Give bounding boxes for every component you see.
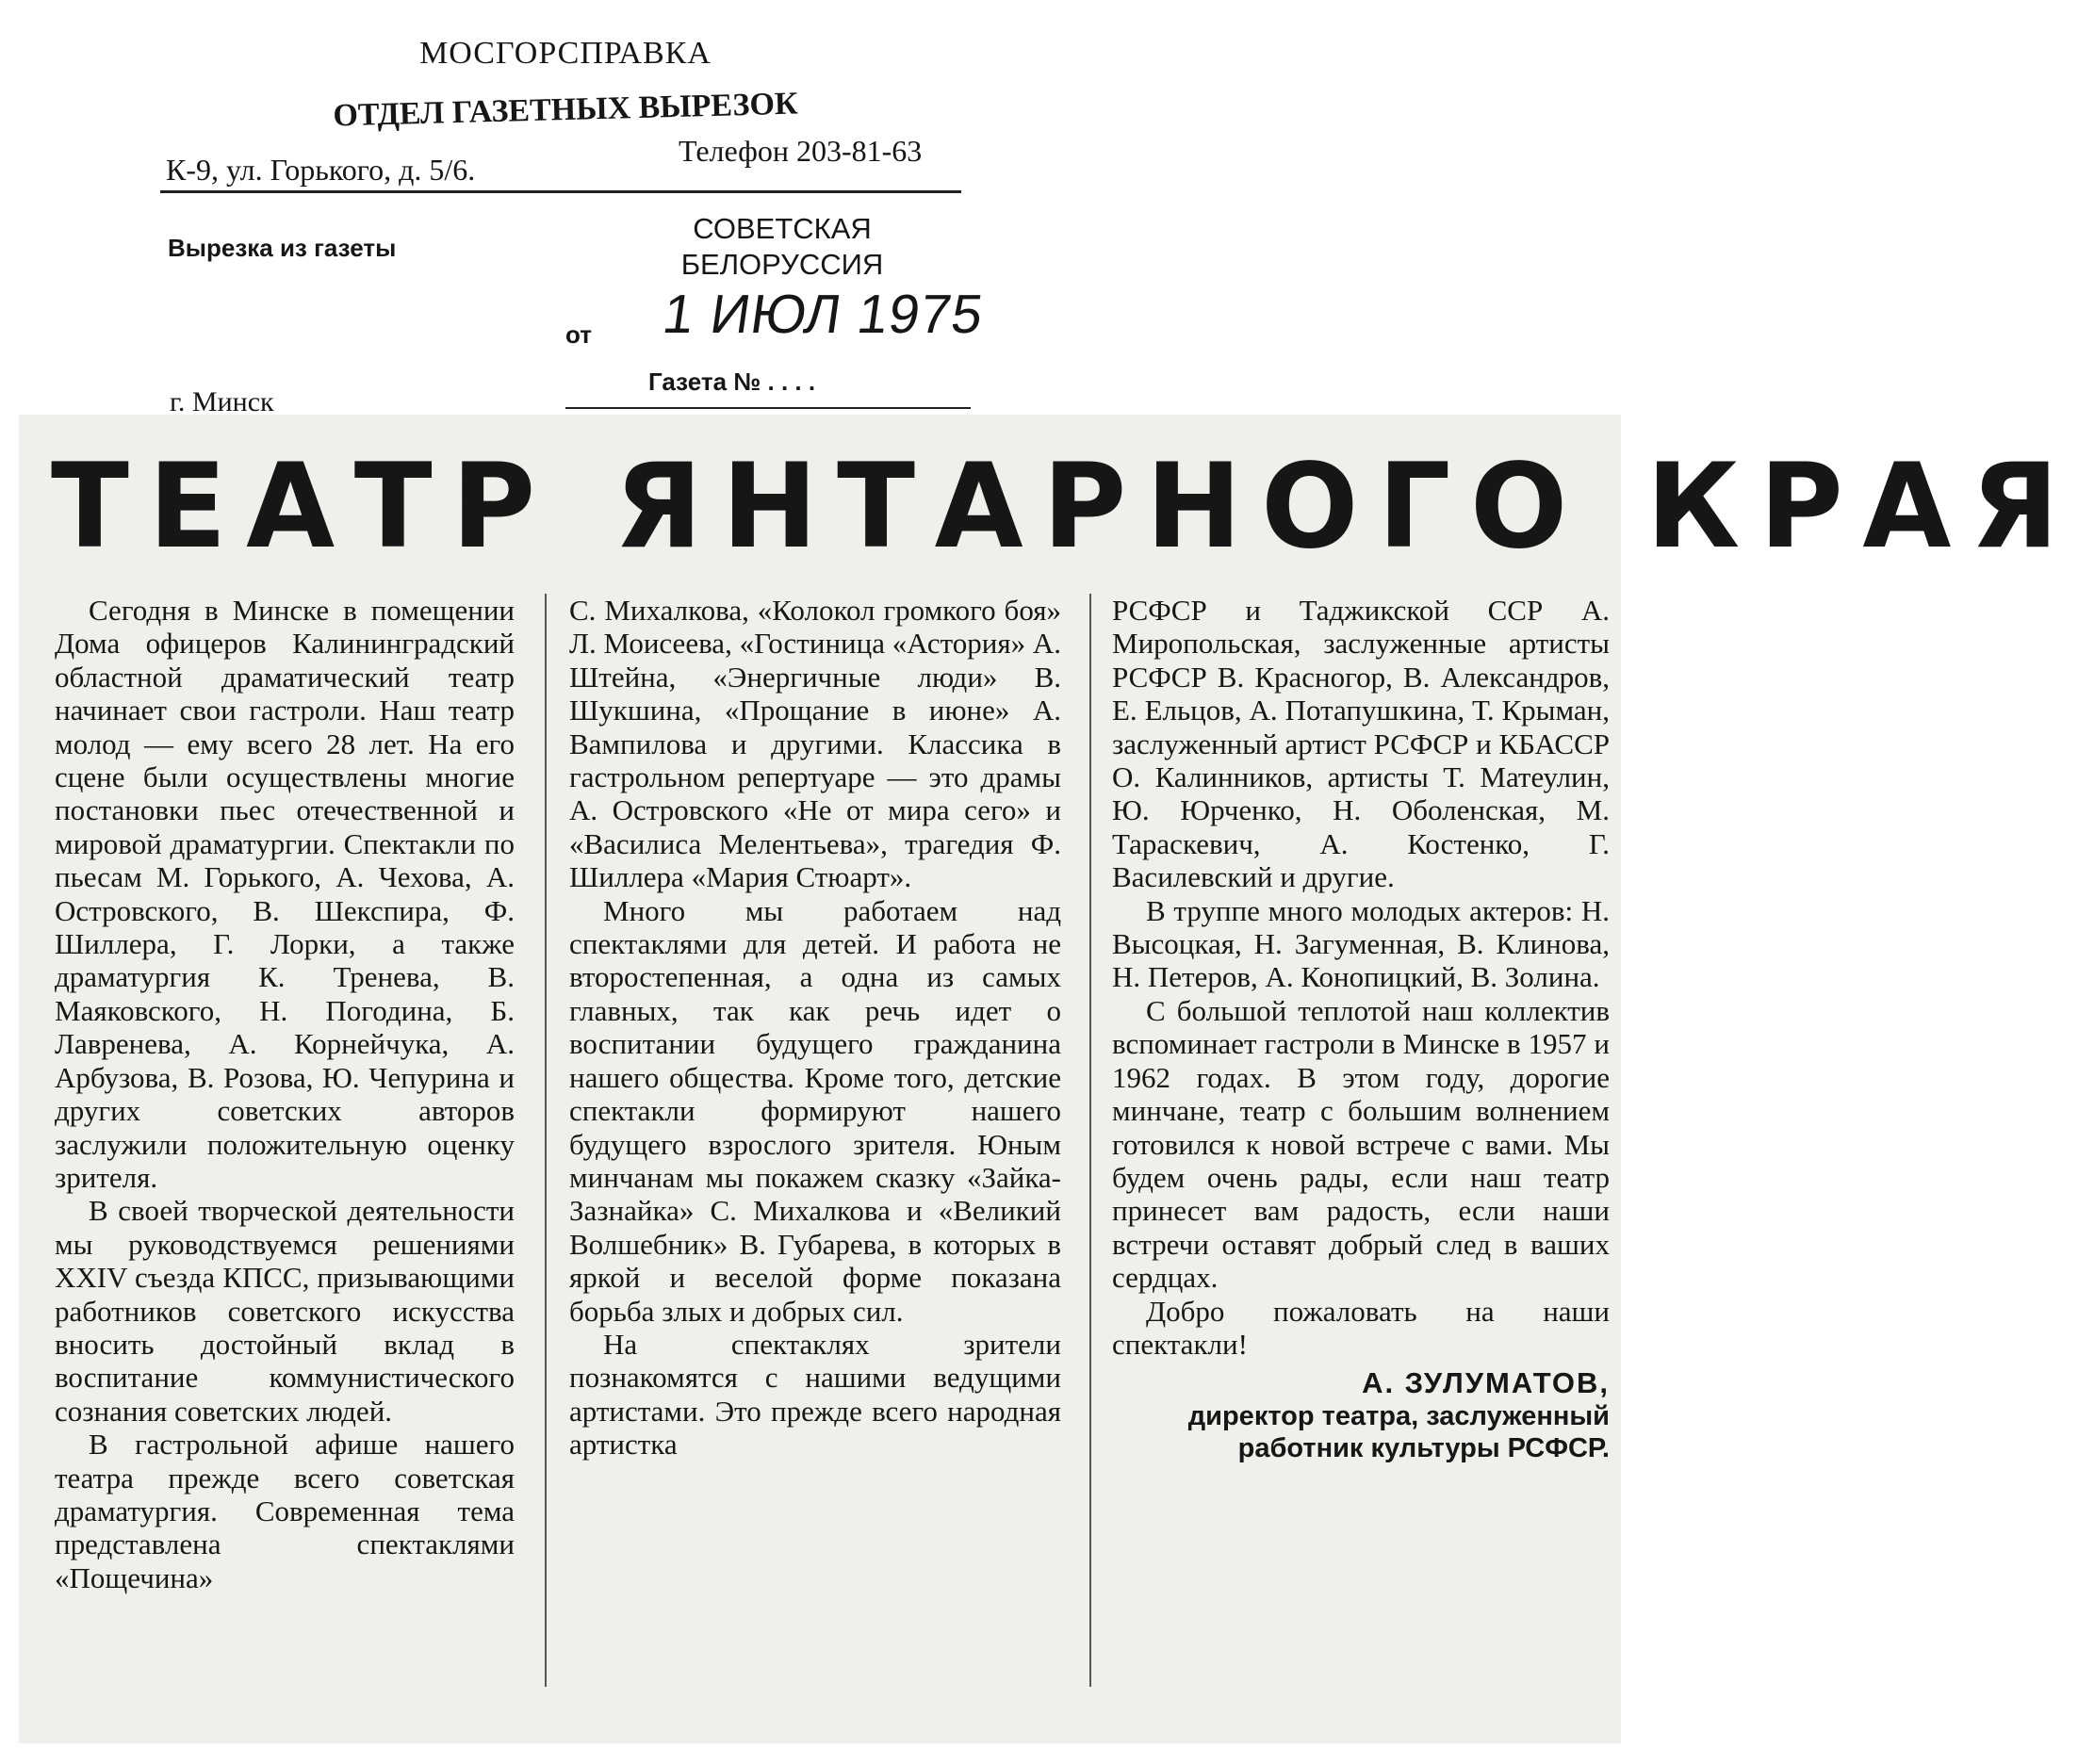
article-column-middle bbox=[569, 594, 1061, 1462]
stamp-bottom-rule bbox=[565, 407, 971, 409]
paragraph: РСФСР и Таджикской ССР А. Миропольская, заслуженные артисты РСФСР В. Красногор, В. Александров, Е. Ельцов, А. Потапушкина, Т. Крыман, заслуженный артист РСФСР и КБАССР О. Калинников, артисты Т. Матеулин, Ю. Юрченко, Н. Оболенская, М. Тараскевич, А. Костенко, Г. Василевский и другие. bbox=[1112, 594, 1610, 894]
issue-number-label: Газета № . . . . bbox=[648, 368, 816, 396]
paragraph: Много мы работаем над спектаклями для детей. И работа не второстепенная, а одна из самых главных, так как речь идет о воспитании будущего гражданина нашего общества. Кроме того, детские спектакли формируют нашего будущего взрослого зрителя. Юным минчанам мы покажем сказку «Зайка-Зазнайка» С. Михалкова и «Великий Волшебник» В. Губарева, в которых в яркой и веселой форме показана борьба злых и добрых сил. bbox=[569, 893, 1061, 1328]
article-headline: ТЕАТР ЯНТАРНОГО КРАЯ bbox=[51, 439, 2078, 575]
article-column-left bbox=[55, 594, 515, 1594]
article-column-right bbox=[1112, 594, 1610, 1464]
paragraph: Сегодня в Минске в помещении Дома офицеров Калининградский областной драматический театр начинает свои гастроли. Наш театр молод — ему всего 28 лет. На его сцене были осуществлены многие постановки пьес отечественной и мировой драматургии. Спектакли по пьесам М. Горького, А. Чехова, А. Островского, В. Шекспира, Ф. Шиллера, Г. Лорки, а также драматургия К. Тренева, В. Маяковского, Н. Погодина, Б. Лавренева, А. Корнейчука, А. Арбузова, В. Розова, Ю. Чепурина и других советских авторов заслужили положительную оценку зрителя. bbox=[55, 594, 515, 1194]
newspaper-name: СОВЕТСКАЯ БЕЛОРУССИЯ bbox=[680, 212, 884, 281]
paragraph: В гастрольной афише нашего театра прежде всего советская драматургия. Современная тема представлена спектаклями «Пощечина» bbox=[55, 1428, 515, 1594]
clipping-source-label: Вырезка из газеты bbox=[168, 234, 397, 262]
paragraph: В своей творческой деятельности мы руководствуемся решениями XXIV съезда КПСС, призывающими работников советского искусства вносить достойный вклад в воспитание коммунистического сознания советских людей. bbox=[55, 1194, 515, 1428]
clipping-agency-stamp bbox=[0, 0, 1661, 433]
date-stamp: 1 ИЮЛ 1975 bbox=[659, 284, 988, 345]
agency-phone: Телефон 203-81-63 bbox=[679, 134, 923, 168]
agency-address: К-9, ул. Горького, д. 5/6. bbox=[166, 153, 476, 187]
paragraph: С. Михалкова, «Колокол громкого боя» Л. Моисеева, «Гостиница «Астория» А. Штейна, «Энергичные люди» В. Шукшина, «Прощание в июне» А. Вампилова и другими. Классика в гастрольном репертуаре — это драмы А. Островского «Не от мира сего» и «Василиса Мелентьева», трагедия Ф. Шиллера «Мария Стюарт». bbox=[569, 594, 1061, 894]
paragraph: В труппе много молодых актеров: Н. Высоцкая, Н. Загуменная, В. Клинова, Н. Петеров, А. Конопицкий, В. Золина. bbox=[1112, 893, 1610, 994]
column-divider bbox=[1089, 594, 1091, 1687]
agency-name: МОСГОРСПРАВКА bbox=[419, 36, 712, 71]
author-title: директор театра, заслуженный работник культуры РСФСР. bbox=[1187, 1400, 1610, 1463]
stamp-divider bbox=[160, 190, 961, 193]
column-divider bbox=[545, 594, 547, 1687]
city-label: г. Минск bbox=[170, 386, 274, 417]
author-name: А. ЗУЛУМАТОВ, bbox=[1362, 1366, 1610, 1400]
paragraph: Добро пожаловать на наши спектакли! bbox=[1112, 1294, 1610, 1361]
paragraph: На спектаклях зрители познакомятся с нашими ведущими артистами. Это прежде всего народная артистка bbox=[569, 1327, 1061, 1462]
paragraph: С большой теплотой наш коллектив вспоминает гастроли в Минске в 1957 и 1962 годах. В этом году, дорогие минчане, театр с большим волнением готовился к новой встрече с вами. Мы будем очень рады, если наш театр принесет вам радость, если наши встречи оставят добрый след в ваших сердцах. bbox=[1112, 993, 1610, 1295]
date-prefix: от bbox=[565, 320, 592, 349]
agency-department: ОТДЕЛ ГАЗЕТНЫХ ВЫРЕЗОК bbox=[332, 86, 798, 134]
